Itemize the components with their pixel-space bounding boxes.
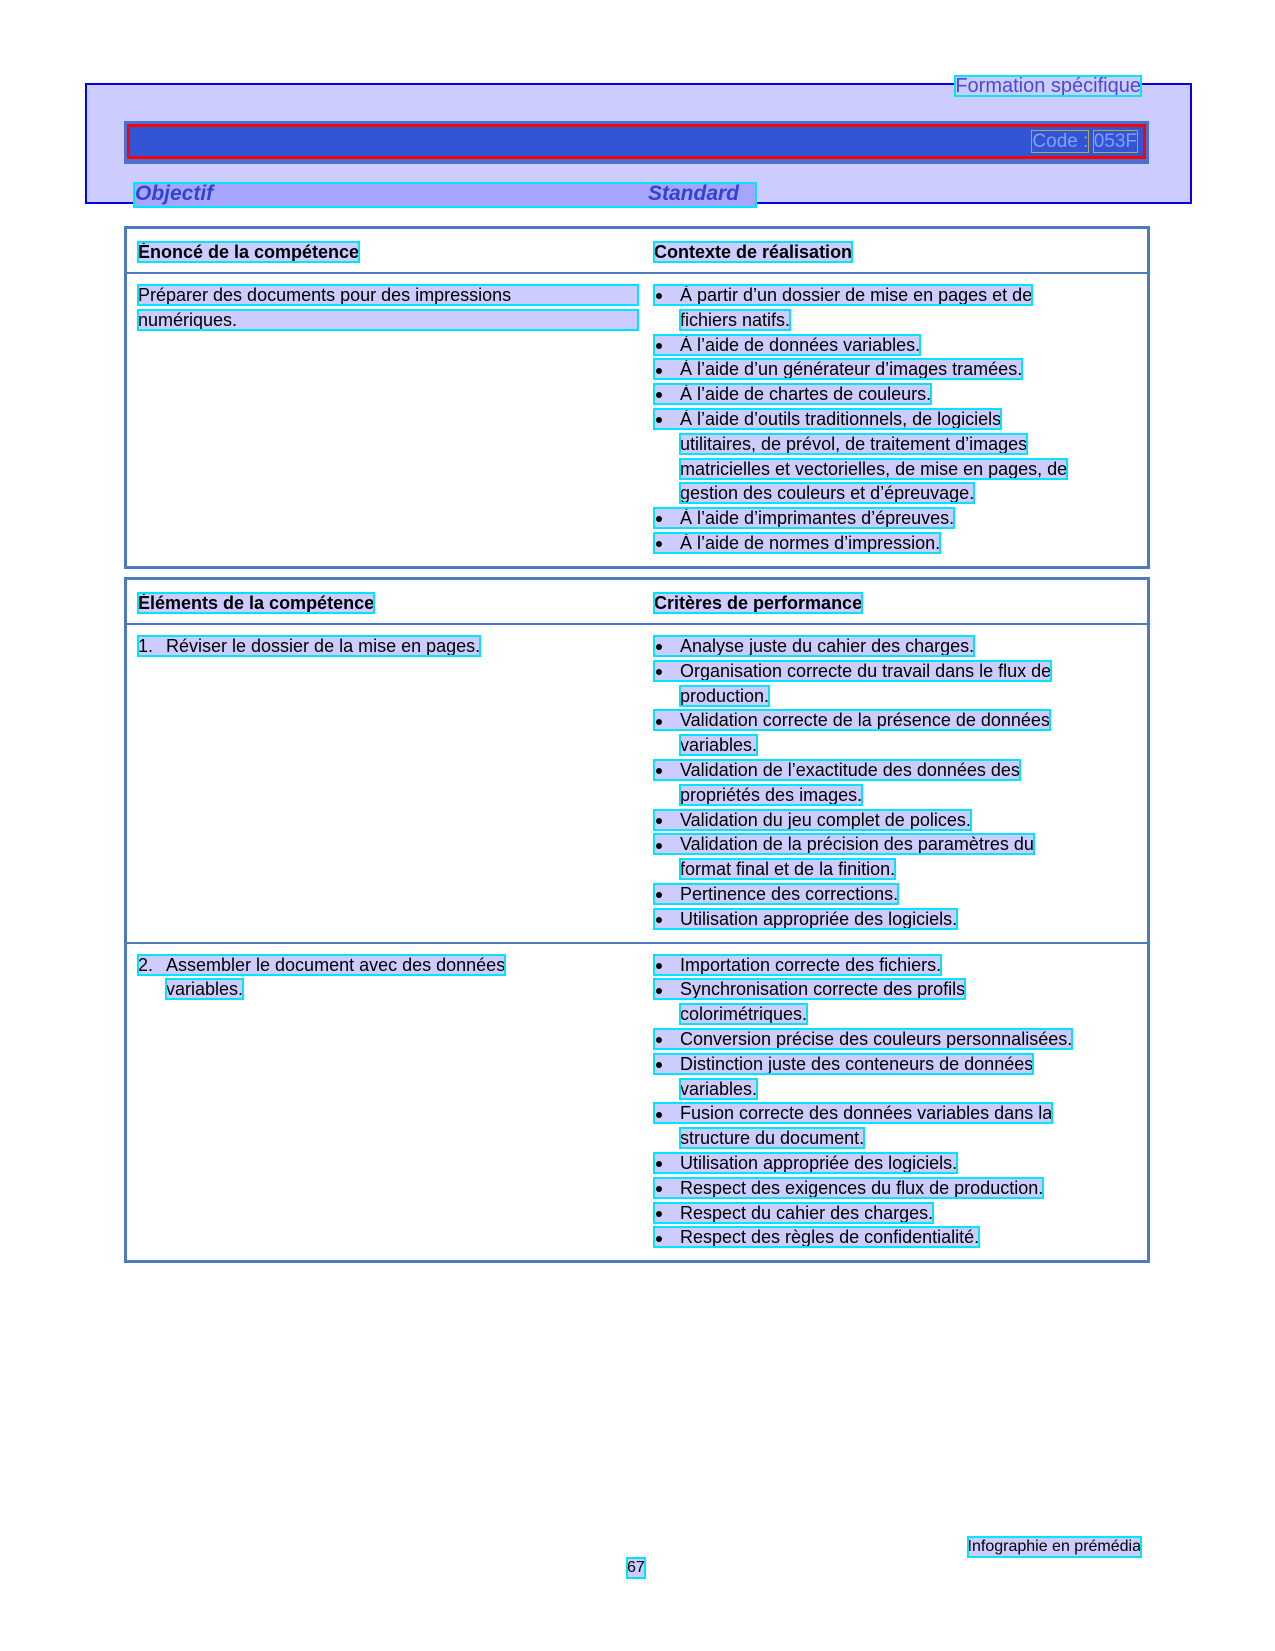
text-line <box>138 953 638 978</box>
table-header <box>127 229 1147 274</box>
list-item <box>654 335 920 355</box>
list-item <box>654 710 1050 730</box>
list-item-line <box>654 1052 1147 1077</box>
list-item-line <box>654 1176 1147 1201</box>
bullet-dot-icon <box>656 1037 662 1043</box>
list-item-line <box>654 457 1147 482</box>
bullet-icon <box>654 409 680 429</box>
list-item-line <box>654 1077 1147 1102</box>
list-item <box>654 909 957 929</box>
list-item-text: À l’aide de données variables. <box>680 334 921 355</box>
list-item-text: Pertinence des corrections. <box>680 883 899 904</box>
list-item <box>680 1128 864 1148</box>
list-item-line <box>654 1126 1147 1151</box>
bullet-icon <box>654 636 680 656</box>
list-item <box>680 735 757 755</box>
bullet-icon <box>654 533 680 553</box>
element-cell <box>138 953 638 1003</box>
list-item-text: Respect des exigences du flux de production. <box>680 1177 1044 1198</box>
list-item-text: À l’aide d’un générateur d’images tramées. <box>680 359 1023 380</box>
list-item <box>654 359 1022 379</box>
list-item-text: Validation correcte de la présence de données <box>680 710 1050 731</box>
list-item-line <box>654 357 1147 382</box>
list-item-line <box>654 953 1147 978</box>
bullet-icon <box>654 884 680 904</box>
bullet-dot-icon <box>656 963 662 969</box>
header-right: Critères de performance <box>654 593 863 613</box>
list-item-line <box>654 283 1147 308</box>
element-line: Préparer des documents pour des impressions <box>138 285 512 305</box>
list-item <box>654 1103 1052 1123</box>
list-item <box>654 1054 1033 1074</box>
list-item-text: Respect du cahier des charges. <box>680 1202 934 1223</box>
list-item <box>680 434 1027 454</box>
list-item <box>654 955 941 975</box>
list-item-text: Importation correcte des fichiers. <box>680 954 942 975</box>
bullet-icon <box>654 335 680 355</box>
list-item <box>680 459 1067 479</box>
element-text <box>138 636 480 656</box>
bullet-icon <box>654 508 680 528</box>
element-line: Réviser le dossier de la mise en pages. <box>166 636 481 656</box>
footer-program-title: Infographie en prémédia <box>967 1538 1141 1555</box>
list-item <box>654 636 974 656</box>
list-item <box>680 1079 757 1099</box>
bullet-dot-icon <box>656 1186 662 1192</box>
competency-statement-table <box>124 226 1150 569</box>
text-line <box>138 283 638 308</box>
list-item <box>654 1178 1043 1198</box>
list-item <box>654 834 1034 854</box>
list-item <box>654 384 931 404</box>
list-item-line <box>654 882 1147 907</box>
bullet-dot-icon <box>656 1062 662 1068</box>
list-item <box>654 409 1001 429</box>
standard-title: Standard <box>648 182 740 205</box>
bullet-dot-icon <box>656 843 662 849</box>
list-item-line <box>654 1002 1147 1027</box>
criteria-list <box>654 953 1147 1251</box>
list-item-text: structure du document. <box>680 1128 865 1149</box>
competency-code: Code : 053F <box>1032 131 1137 152</box>
bullet-icon <box>654 661 680 681</box>
bullet-icon <box>654 1054 680 1074</box>
list-item-line <box>654 783 1147 808</box>
bullet-dot-icon <box>656 1112 662 1118</box>
list-item <box>654 533 940 553</box>
list-item-text: Utilisation appropriée des logiciels. <box>680 908 958 929</box>
list-item <box>654 1153 957 1173</box>
bullet-icon <box>654 285 680 305</box>
text-line <box>138 308 638 333</box>
element-number: 1. <box>138 636 154 656</box>
list-item-line <box>654 407 1147 432</box>
list-item-line <box>654 1201 1147 1226</box>
bullet-icon <box>654 359 680 379</box>
header-right: Contexte de réalisation <box>654 242 853 262</box>
list-item <box>680 483 974 503</box>
list-item-text: Validation de la précision des paramètres du <box>680 834 1034 855</box>
bullet-dot-icon <box>656 417 662 423</box>
list-item-line <box>654 531 1147 556</box>
list-item-line <box>654 333 1147 358</box>
bullet-icon <box>654 810 680 830</box>
list-item-text: matricielles et vectorielles, de mise en pages, de <box>680 458 1068 479</box>
formation-label: Formation spécifique <box>955 75 1141 97</box>
table-row <box>127 625 1147 942</box>
bullet-dot-icon <box>656 644 662 650</box>
list-item <box>654 285 1032 305</box>
list-item-line <box>654 1101 1147 1126</box>
bullet-icon <box>654 760 680 780</box>
list-item <box>654 884 898 904</box>
list-item-text: colorimétriques. <box>680 1004 808 1025</box>
bullet-dot-icon <box>656 392 662 398</box>
text-line <box>138 977 638 1002</box>
bullet-icon <box>654 979 680 999</box>
list-item-text: Organisation correcte du travail dans le flux de <box>680 660 1052 681</box>
list-item-text: variables. <box>680 735 758 756</box>
bullet-dot-icon <box>656 892 662 898</box>
list-item-text: utilitaires, de prévol, de traitement d’images <box>680 433 1028 454</box>
header-left: Énoncé de la compétence <box>138 242 360 262</box>
list-item-text: variables. <box>680 1078 758 1099</box>
bullet-icon <box>654 955 680 975</box>
list-item-text: À l’aide d’outils traditionnels, de logiciels <box>680 408 1002 429</box>
bullet-icon <box>654 909 680 929</box>
list-item-text: Analyse juste du cahier des charges. <box>680 636 975 656</box>
element-line: numériques. <box>138 309 238 330</box>
list-item-line <box>654 758 1147 783</box>
objectif-title: Objectif <box>135 182 214 205</box>
list-item-text: Distinction juste des conteneurs de données <box>680 1053 1034 1074</box>
list-item-text: À l’aide d’imprimantes d’épreuves. <box>680 508 955 529</box>
list-item-text: À l’aide de normes d’impression. <box>680 532 941 553</box>
list-item-line <box>654 382 1147 407</box>
bullet-dot-icon <box>656 988 662 994</box>
table-row <box>127 942 1147 1261</box>
list-item-line <box>654 1151 1147 1176</box>
element-line: Assembler le document avec des données <box>166 954 506 975</box>
bullet-dot-icon <box>656 669 662 675</box>
list-item-text: À partir d’un dossier de mise en pages et de <box>680 285 1033 305</box>
list-item <box>680 310 790 330</box>
element-text <box>166 979 243 999</box>
list-item-text: format final et de la finition. <box>680 859 896 880</box>
list-item-line <box>654 432 1147 457</box>
table-row <box>127 274 1147 566</box>
bullet-icon <box>654 710 680 730</box>
list-item <box>654 1029 1072 1049</box>
bullet-dot-icon <box>656 818 662 824</box>
bullet-dot-icon <box>656 1161 662 1167</box>
page-number: 67 <box>627 1559 645 1576</box>
list-item-line <box>654 832 1147 857</box>
list-item <box>654 508 954 528</box>
list-item-line <box>654 308 1147 333</box>
list-item <box>680 859 895 879</box>
list-item-line <box>654 708 1147 733</box>
list-item-text: Validation de l’exactitude des données des <box>680 759 1020 780</box>
bullet-icon <box>654 1178 680 1198</box>
bullet-dot-icon <box>656 719 662 725</box>
list-item-text: gestion des couleurs et d’épreuvage. <box>680 483 975 504</box>
list-item-text: Utilisation appropriée des logiciels. <box>680 1152 958 1173</box>
list-item <box>680 686 769 706</box>
list-item-line <box>654 659 1147 684</box>
bullet-icon <box>654 1103 680 1123</box>
bullet-icon <box>654 1153 680 1173</box>
list-item-text: À l’aide de chartes de couleurs. <box>680 384 932 405</box>
element-text <box>138 955 505 975</box>
bullet-icon <box>654 1029 680 1049</box>
element-cell <box>138 283 638 333</box>
bullet-dot-icon <box>656 368 662 374</box>
text-line <box>138 634 638 659</box>
list-item-text: production. <box>680 685 770 706</box>
list-item-text: Fusion correcte des données variables dans la <box>680 1103 1053 1124</box>
bullet-icon <box>654 384 680 404</box>
element-text <box>138 310 638 330</box>
list-item <box>654 979 965 999</box>
bullet-icon <box>654 834 680 854</box>
list-item <box>654 1227 979 1247</box>
competency-elements-table <box>124 577 1150 1263</box>
list-item-text: Respect des règles de confidentialité. <box>680 1227 980 1248</box>
list-item-line <box>654 808 1147 833</box>
list-item-line <box>654 907 1147 932</box>
header-left: Éléments de la compétence <box>138 593 375 613</box>
element-line: variables. <box>166 979 244 1000</box>
list-item-line <box>654 506 1147 531</box>
list-item-line <box>654 1225 1147 1250</box>
bullet-dot-icon <box>656 1236 662 1242</box>
element-cell <box>138 634 638 659</box>
list-item-text: Conversion précise des couleurs personnalisées. <box>680 1028 1073 1049</box>
list-item <box>680 1004 807 1024</box>
bullet-dot-icon <box>656 343 662 349</box>
element-text <box>138 285 638 305</box>
bullet-icon <box>654 1227 680 1247</box>
bullet-dot-icon <box>656 541 662 547</box>
criteria-list <box>654 634 1147 932</box>
list-item-line <box>654 481 1147 506</box>
list-item-line <box>654 684 1147 709</box>
table-header <box>127 580 1147 625</box>
criteria-list <box>654 283 1147 556</box>
code-bar <box>124 121 1149 164</box>
bullet-dot-icon <box>656 917 662 923</box>
list-item-text: propriétés des images. <box>680 784 863 805</box>
list-item <box>654 661 1051 681</box>
list-item-line <box>654 857 1147 882</box>
list-item-text: fichiers natifs. <box>680 309 791 330</box>
bullet-dot-icon <box>656 516 662 522</box>
list-item <box>654 1203 933 1223</box>
list-item-text: Synchronisation correcte des profils <box>680 979 966 1000</box>
list-item-line <box>654 733 1147 758</box>
list-item-line <box>654 977 1147 1002</box>
bullet-dot-icon <box>656 768 662 774</box>
element-number: 2. <box>138 954 154 975</box>
list-item-text: Validation du jeu complet de polices. <box>680 809 971 830</box>
list-item <box>654 810 971 830</box>
list-item <box>654 760 1020 780</box>
list-item <box>680 785 862 805</box>
bullet-dot-icon <box>656 293 662 299</box>
bullet-dot-icon <box>656 1211 662 1217</box>
list-item-line <box>654 1027 1147 1052</box>
list-item-line <box>654 634 1147 659</box>
bullet-icon <box>654 1203 680 1223</box>
